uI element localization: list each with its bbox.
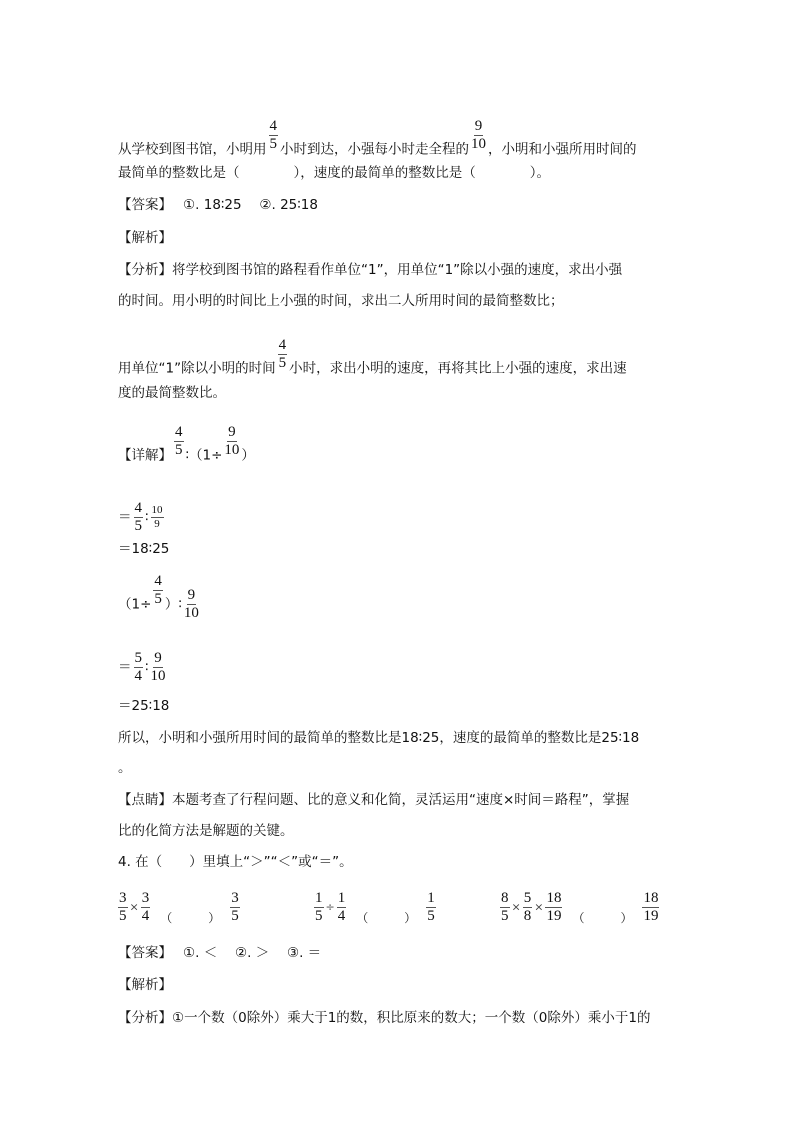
denominator: 5	[154, 591, 162, 607]
denominator: 19	[546, 908, 562, 924]
denominator: 10	[150, 668, 166, 684]
denominator: 5	[231, 908, 239, 924]
numerator: 3	[231, 890, 239, 906]
text: （1÷	[189, 447, 223, 464]
q3-analysis-heading: 【解析】	[118, 230, 172, 246]
answer-blank[interactable]: （ ）	[356, 910, 417, 925]
fraction	[153, 573, 163, 608]
q3-comment: 【点睛】本题考查了行程问题、比的意义和化简，灵活运用“速度×时间＝路程”，掌握	[118, 792, 630, 808]
q4-title: 4. 在（ ）里填上“＞”“＜”或“＝”。	[118, 854, 353, 870]
fraction	[337, 890, 347, 925]
denominator: 5	[427, 908, 435, 924]
numerator: 18	[643, 890, 659, 906]
q3-analysis-text	[118, 337, 627, 386]
numerator: 3	[141, 890, 150, 906]
fraction	[134, 500, 144, 535]
answer-blank[interactable]: （ ）	[160, 910, 221, 925]
numerator: 9	[228, 424, 236, 440]
q3-stem-line2: 最简单的整数比是（ ），速度的最简单的整数比是（ ）。	[118, 165, 550, 181]
numerator: 9	[187, 587, 196, 603]
denominator: 9	[154, 518, 160, 530]
text: 小时到达，小强每小时走全程的	[280, 141, 469, 158]
text: ＝	[118, 509, 132, 526]
numerator: 4	[175, 424, 183, 440]
denominator: 5	[278, 355, 287, 371]
fraction	[174, 424, 184, 459]
q3-detail-line5	[118, 650, 168, 685]
operator: ×	[511, 900, 521, 914]
fraction	[278, 337, 288, 372]
denominator: 4	[337, 908, 346, 924]
fraction	[230, 890, 240, 925]
denominator: 4	[141, 908, 150, 924]
numerator: 4	[154, 573, 162, 589]
numerator: 1	[427, 890, 435, 906]
text: ）	[241, 447, 255, 464]
text: 用单位“1”除以小明的时间	[118, 360, 276, 377]
numerator: 4	[278, 337, 287, 353]
fraction	[523, 890, 533, 925]
numerator: 8	[501, 890, 509, 906]
denominator: 10	[471, 136, 486, 152]
fraction	[151, 504, 164, 531]
operator: ×	[129, 900, 139, 914]
numerator: 1	[337, 890, 346, 906]
fraction	[141, 890, 151, 925]
denominator: 5	[315, 908, 323, 924]
operator: ×	[534, 900, 544, 914]
fraction	[118, 890, 128, 925]
q3-analysis-text: 的时间。用小明的时间比上小强的时间，求出二人所用时间的最简整数比；	[118, 293, 564, 309]
answer-blank[interactable]: （ ）	[572, 910, 633, 925]
q3-analysis-text: 【分析】将学校到图书馆的路程看作单位“1”，用单位“1”除以小强的速度，求出小强	[118, 262, 623, 278]
detail-heading: 【详解】	[118, 447, 172, 464]
fraction	[500, 890, 510, 925]
fraction	[134, 650, 144, 685]
text: （1÷	[118, 596, 152, 613]
numerator: 5	[134, 650, 142, 666]
q3-comment: 比的化简方法是解题的关键。	[118, 823, 294, 839]
numerator: 1	[315, 890, 323, 906]
fraction	[224, 424, 239, 459]
q3-detail-line1	[118, 424, 255, 473]
q3-analysis-text: 度的最简整数比。	[118, 385, 226, 401]
numerator: 10	[151, 504, 163, 516]
denominator: 10	[183, 605, 199, 621]
text: ∶	[145, 509, 149, 526]
q3-detail-line4	[118, 573, 201, 622]
denominator: 5	[501, 908, 509, 924]
fraction	[314, 890, 324, 925]
numerator: 18	[546, 890, 562, 906]
fraction	[269, 118, 279, 153]
numerator: 4	[269, 118, 277, 134]
comparison-item	[116, 890, 242, 928]
denominator: 8	[523, 908, 532, 924]
q4-analysis-text: 【分析】①一个数（0除外）乘大于1的数，积比原来的数大；一个数（0除外）乘小于1的	[118, 1010, 651, 1026]
denominator: 5	[134, 518, 142, 534]
fraction	[545, 890, 562, 925]
text: ＝	[118, 659, 132, 676]
text: 从学校到图书馆，小明用	[118, 141, 267, 158]
q3-detail-line2	[118, 500, 166, 535]
fraction	[151, 650, 166, 685]
fraction	[426, 890, 436, 925]
numerator: 5	[523, 890, 532, 906]
operator: ÷	[325, 900, 335, 914]
comparison-item	[498, 890, 661, 928]
q4-analysis-heading: 【解析】	[118, 977, 172, 993]
denominator: 4	[134, 668, 142, 684]
fraction	[184, 587, 199, 622]
denominator: 5	[269, 136, 277, 152]
text: 小时，求出小明的速度，再将其比上小强的速度，求出速	[289, 360, 627, 377]
denominator: 19	[643, 908, 659, 924]
q3-stem-line1	[118, 118, 637, 167]
text: ）	[164, 596, 179, 613]
text: ∶	[185, 447, 190, 464]
comparison-item	[312, 890, 438, 928]
denominator: 5	[119, 908, 127, 924]
q3-conclusion: 所以，小明和小强所用时间的最简单的整数比是18∶25，速度的最简单的整数比是25∶18	[118, 730, 640, 746]
fraction	[471, 118, 486, 153]
numerator: 9	[154, 650, 162, 666]
numerator: 4	[134, 500, 142, 516]
text: ∶	[178, 596, 182, 613]
q3-answer: 【答案】 ①. 18∶25 ②. 25∶18	[118, 197, 318, 213]
numerator: 3	[119, 890, 127, 906]
text: ∶	[145, 659, 149, 676]
denominator: 10	[224, 442, 240, 458]
q4-answer: 【答案】 ①. ＜ ②. ＞ ③. ＝	[118, 945, 322, 961]
denominator: 5	[175, 442, 183, 458]
text: ，小明和小强所用时间的	[488, 141, 637, 158]
fraction	[642, 890, 659, 925]
numerator: 9	[474, 118, 483, 134]
q3-detail-result: ＝25∶18	[118, 698, 170, 714]
q3-conclusion-end: 。	[118, 760, 132, 776]
q3-detail-result: ＝18∶25	[118, 541, 170, 557]
